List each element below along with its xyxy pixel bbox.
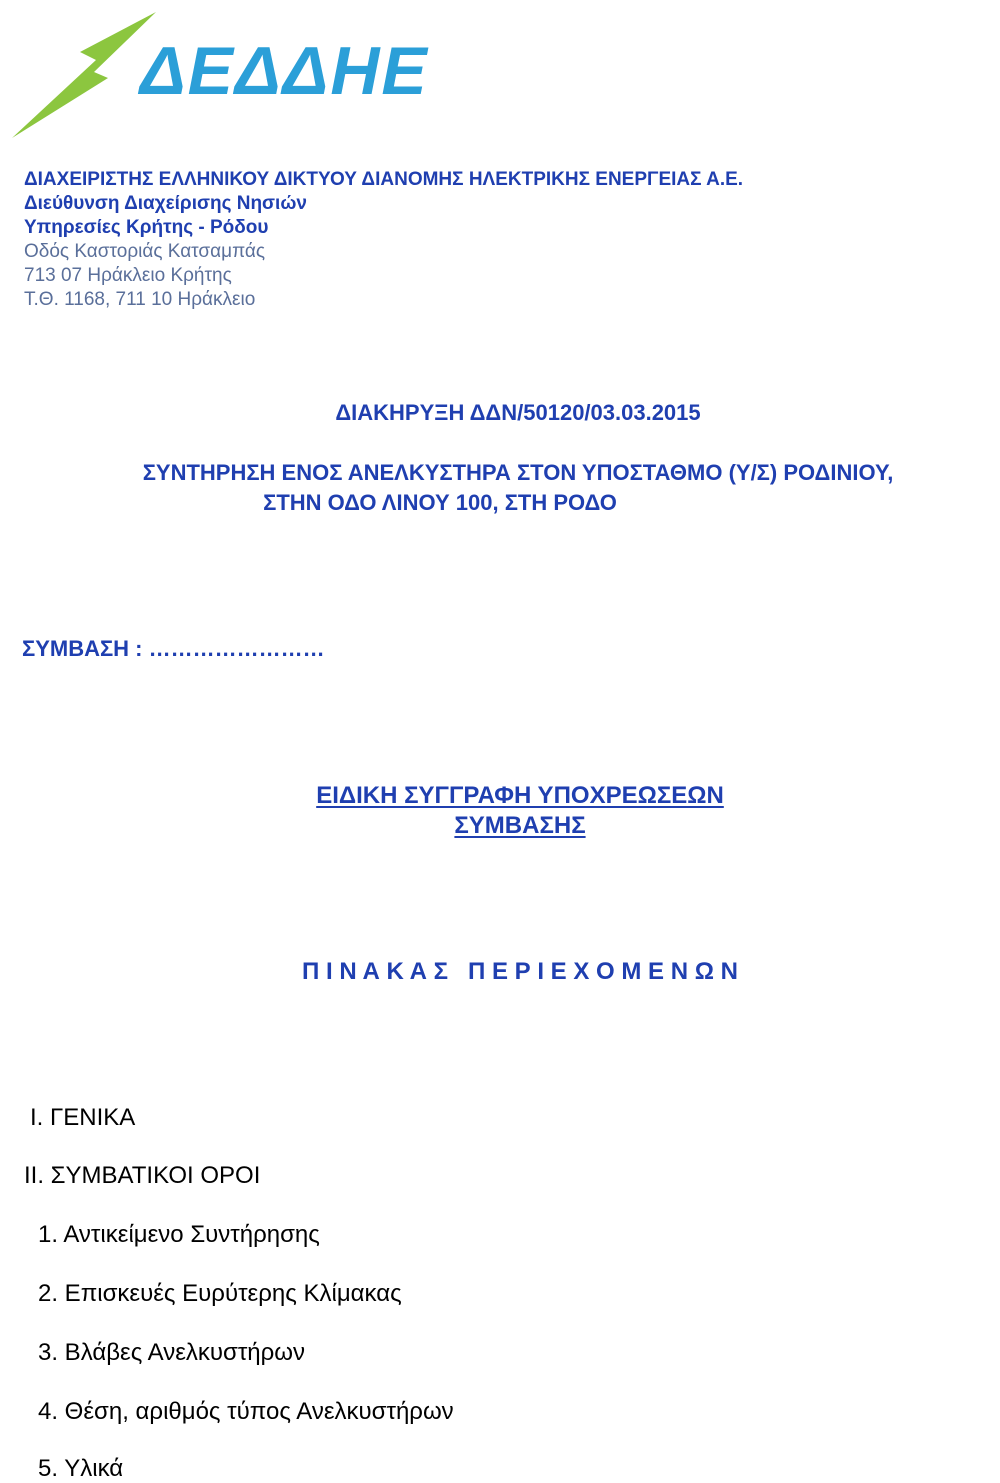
subject-line-1: ΣΥΝΤΗΡΗΣΗ ΕΝΟΣ ΑΝΕΛΚΥΣΤΗΡΑ ΣΤΟΝ ΥΠΟΣΤΑΘΜΟ (Υ/Σ) ΡΟΔΙΝΙΟΥ, [142, 460, 894, 485]
tender-reference: ΔΙΑΚΗΡΥΞΗ ΔΔΝ/50120/03.03.2015 [335, 400, 701, 425]
directorate: Διεύθυνση Διαχείρισης Νησιών [24, 193, 307, 214]
toc-section-contract-terms: ΙΙ. ΣΥΜΒΑΤΙΚΟΙ ΟΡΟΙ [24, 1162, 261, 1189]
spec-title-line-1: ΕΙΔΙΚΗ ΣΥΓΓΡΑΦΗ ΥΠΟΧΡΕΩΣΕΩΝ [316, 782, 724, 809]
address-po-box: Τ.Θ. 1168, 711 10 Ηράκλειο [24, 289, 256, 310]
toc-item-1: 1. Αντικείμενο Συντήρησης [38, 1221, 320, 1248]
company-logo [10, 8, 429, 146]
org-name: ΔΙΑΧΕΙΡΙΣΤΗΣ ΕΛΛΗΝΙΚΟΥ ΔΙΚΤΥΟΥ ΔΙΑΝΟΜΗΣ ΗΛΕΚΤΡΙΚΗΣ ΕΝΕΡΓΕΙΑΣ Α.Ε. [24, 169, 744, 190]
contract-label: ΣΥΜΒΑΣΗ : …………………… [22, 636, 325, 661]
toc-item-4: 4. Θέση, αριθμός τύπος Ανελκυστήρων [38, 1398, 454, 1425]
toc-item-5: 5. Υλικά [38, 1455, 124, 1482]
logo-wordmark: ΔΕΔΔΗΕ [140, 33, 429, 109]
toc-title: Π Ι Ν Α Κ Α Σ Π Ε Ρ Ι Ε Χ Ο Μ Ε Ν Ω Ν [302, 958, 738, 985]
subject-line-2: ΣΤΗΝ ΟΔΟ ΛΙΝΟΥ 100, ΣΤΗ ΡΟΔΟ [263, 490, 617, 515]
services: Υπηρεσίες Κρήτης - Ρόδου [24, 217, 269, 238]
toc-item-3: 3. Βλάβες Ανελκυστήρων [38, 1339, 306, 1366]
spec-title-line-2: ΣΥΜΒΑΣΗΣ [454, 812, 586, 839]
address-city: 713 07 Ηράκλειο Κρήτης [24, 265, 232, 286]
address-street: Οδός Καστοριάς Κατσαμπάς [24, 241, 266, 262]
toc-item-2: 2. Επισκευές Ευρύτερης Κλίμακας [38, 1280, 402, 1307]
toc-section-general: Ι. ΓΕΝΙΚΑ [30, 1104, 136, 1131]
logo-bolt-icon [10, 8, 429, 146]
